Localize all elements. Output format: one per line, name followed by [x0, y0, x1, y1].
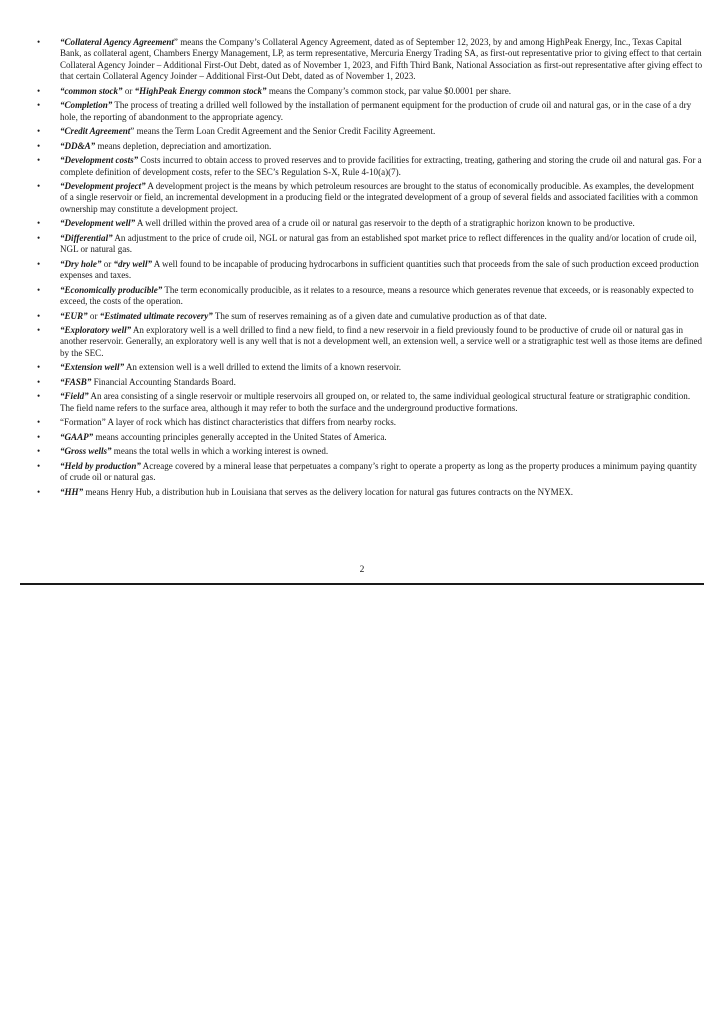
definition-term: “GAAP”: [60, 431, 94, 442]
definition-text: The process of treating a drilled well followed by the installation of permanent equipment for the production of crude oil and natural gas, or in the case of a dry hole, the reporting of abandonment to the appropriate agency.: [60, 100, 692, 122]
bullet-icon: •: [37, 155, 41, 166]
bullet-icon: •: [37, 140, 41, 151]
bullet-icon: •: [37, 181, 41, 192]
bullet-icon: •: [37, 218, 41, 229]
bullet-icon: •: [37, 431, 41, 442]
definition-term: “Exploratory well”: [60, 325, 132, 336]
definition-item: [37, 155, 703, 178]
definition-item: [37, 487, 703, 498]
bullet-icon: •: [37, 126, 41, 137]
definition-term: “Economically producible”: [60, 284, 163, 295]
definition-item: [37, 311, 703, 322]
page-divider: [20, 583, 704, 585]
bullet-icon: •: [37, 85, 41, 96]
definition-text: An adjustment to the price of crude oil, NGL or natural gas from an established spot market price to reflect differences in the quality and/or location of crude oil, NGL or natural gas.: [60, 232, 697, 255]
bullet-icon: •: [37, 258, 41, 269]
definition-item: [37, 461, 703, 484]
bullet-icon: •: [37, 362, 41, 373]
term-connector: or: [122, 85, 135, 96]
definition-item: [37, 126, 703, 137]
definition-term-alt: “dry well”: [113, 258, 152, 269]
definition-item: [37, 432, 703, 443]
definition-term: “Extension well”: [60, 362, 125, 373]
definition-term: “Collateral Agency Agreement: [60, 37, 174, 47]
term-closing-quote: ”: [173, 37, 181, 47]
definition-text: Acreage covered by a mineral lease that perpetuates a company’s right to operate a property as long as the property produces a minimum paying quantity of crude oil or natural gas.: [60, 460, 697, 483]
definition-term: “Dry hole”: [60, 258, 102, 269]
definition-text: means the Company’s Collateral Agency Agreement, dated as of September 12, 2023, by and among HighPeak Energy, Inc., Texas Capital Bank, as collateral agent, Chambers Energy Management, LP, as term representative, Mercuria Energy Trading SA, as first-out representative prior to giving effect to that certain Collateral Agency Joinder – Additional First-Out Debt, dated as of November 1, 2023, and Fifth Third Bank, National Association as first-out representative after giving effect to that certain Collateral Agency Joinder – Additional First-Out Debt, dated as of November 1, 2023.: [60, 37, 703, 82]
definition-item: [37, 181, 703, 215]
definition-item: [37, 391, 703, 414]
definition-item: [37, 37, 703, 83]
bullet-icon: •: [37, 284, 41, 295]
definition-item: [37, 100, 703, 123]
definition-term: “DD&A”: [60, 140, 96, 151]
definition-term: “Development well”: [60, 218, 136, 229]
definition-term: “EUR”: [60, 310, 88, 321]
definition-text: Financial Accounting Standards Board.: [91, 376, 236, 387]
definition-item: [37, 86, 703, 97]
bullet-icon: •: [37, 446, 41, 457]
definition-term: “Differential”: [60, 232, 113, 243]
definition-text: means depletion, depreciation and amortization.: [95, 140, 272, 151]
definition-item: [37, 325, 703, 359]
bullet-icon: •: [37, 486, 41, 497]
definition-item: [37, 446, 703, 457]
bullet-icon: •: [37, 310, 41, 321]
definition-text: A layer of rock which has distinct characteristics that differs from nearby rocks.: [105, 417, 396, 428]
term-connector: or: [87, 310, 100, 321]
definition-text: means accounting principles generally accepted in the United States of America.: [93, 431, 387, 442]
definition-term: “Held by production”: [60, 460, 141, 471]
definition-term: “Field”: [60, 391, 89, 402]
definition-term: “Formation”: [60, 417, 106, 428]
bullet-icon: •: [37, 460, 41, 471]
definition-item: [37, 362, 703, 373]
bullet-icon: •: [37, 37, 41, 47]
definition-text: An area consisting of a single reservoir or multiple reservoirs all grouped on, or related to, the same individual geological structural feature or stratigraphic condition. The field name refers to the surface area, although it may refer to both the surface and the underground productive formations.: [60, 391, 691, 413]
definition-item: [37, 259, 703, 282]
definition-item: [37, 218, 703, 229]
definition-text: means the Company’s common stock, par value $0.0001 per share.: [266, 85, 512, 96]
definition-term: “Gross wells”: [60, 446, 112, 457]
bullet-icon: •: [37, 100, 41, 111]
term-closing-quote: ”: [130, 126, 137, 137]
definition-text: An extension well is a well drilled to extend the limits of a known reservoir.: [124, 362, 401, 373]
definition-text: means the Term Loan Credit Agreement and the Senior Credit Facility Agreement.: [136, 126, 436, 137]
definition-term: “FASB”: [60, 376, 92, 387]
bullet-icon: •: [37, 376, 41, 387]
definition-text: A well found to be incapable of producing hydrocarbons in sufficient quantities such that proceeds from the sale of such production exceed production expenses and taxes.: [60, 258, 699, 281]
definition-term-alt: “Estimated ultimate recovery”: [99, 310, 213, 321]
definition-text: The sum of reserves remaining as of a given date and cumulative production as of that date.: [212, 310, 547, 321]
definition-text: A development project is the means by which petroleum resources are brought to the status of economically producible. As examples, the development of a single reservoir or field, an incremental development in a producing field or the integrated development of a group of several fields and associated facilities with a common ownership may constitute a development project.: [60, 181, 698, 214]
definition-term: “Completion”: [60, 100, 113, 111]
definitions-list: [37, 37, 703, 501]
definition-item: [37, 141, 703, 152]
page-number: 2: [359, 565, 365, 575]
definition-text: means the total wells in which a working interest is owned.: [111, 446, 329, 457]
definition-item: [37, 417, 703, 428]
definition-item: [37, 377, 703, 388]
bullet-icon: •: [37, 391, 41, 402]
term-connector: or: [101, 258, 114, 269]
definition-term: “HH”: [60, 486, 84, 497]
definition-item: [37, 233, 703, 256]
bullet-icon: •: [37, 325, 41, 336]
definition-item: [37, 285, 703, 308]
definition-term: “Credit Agreement: [60, 126, 131, 137]
bullet-icon: •: [37, 417, 41, 428]
definition-term: “Development project”: [60, 181, 146, 192]
definition-term: “common stock”: [60, 85, 123, 96]
definition-text: A well drilled within the proved area of a crude oil or natural gas reservoir to the depth of a stratigraphic horizon known to be productive.: [135, 218, 635, 229]
definition-text: means Henry Hub, a distribution hub in Louisiana that serves as the delivery location for natural gas futures contracts on the NYMEX.: [83, 486, 574, 497]
definition-term: “Development costs”: [60, 155, 139, 166]
definition-term-alt: “HighPeak Energy common stock”: [134, 85, 267, 96]
bullet-icon: •: [37, 232, 41, 243]
definition-text: Costs incurred to obtain access to proved reserves and to provide facilities for extracting, treating, gathering and storing the crude oil and natural gas. For a complete definition of development costs, refer to the SEC’s Regulation S-X, Rule 4-10(a)(7).: [60, 155, 702, 177]
definition-text: The term economically producible, as it relates to a resource, means a resource which generates revenue that exceeds, or is reasonably expected to exceed, the costs of the operation.: [60, 284, 694, 307]
definition-text: An exploratory well is a well drilled to find a new field, to find a new reservoir in a field previously found to be productive of crude oil or natural gas in another reservoir. Generally, an exploratory well is any well that is not a development well, an extension well, a service well or a stratigraphic test well as those items are defined by the SEC.: [60, 325, 703, 358]
